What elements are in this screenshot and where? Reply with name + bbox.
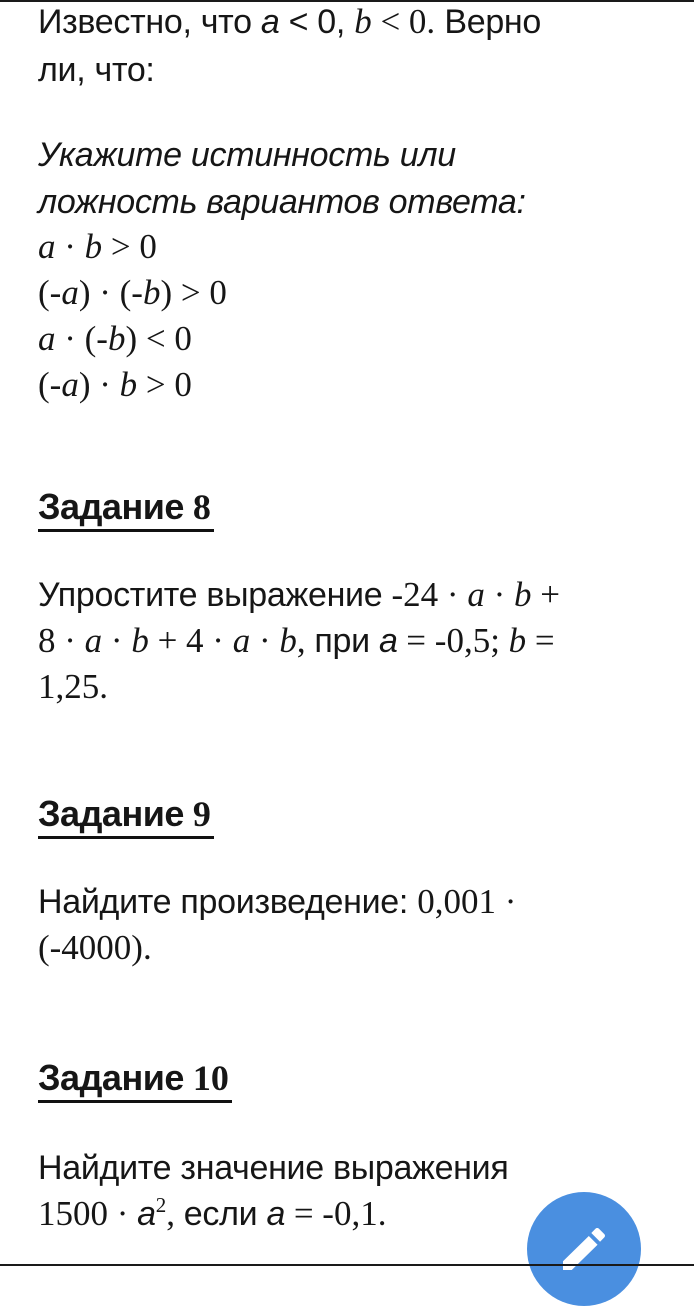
text-line: Укажите истинность или	[38, 136, 456, 174]
edit-fab-button[interactable]	[527, 1192, 641, 1306]
task-8-text	[38, 572, 660, 710]
intro-paragraph	[38, 0, 660, 94]
text-line: Найдите значение выражения	[38, 1149, 509, 1187]
task-heading-number: 10	[192, 1058, 229, 1098]
task-8-heading-text	[38, 487, 214, 532]
text-line: (-a) · (-b) > 0	[38, 273, 227, 312]
task-10-heading	[38, 1058, 660, 1103]
task-8-heading	[38, 487, 660, 532]
text-line: 8 · a · b + 4 · a · b, при a = -0,5; b =	[38, 621, 555, 660]
text-line: Упростите выражение -24 · a · b +	[38, 575, 560, 614]
answer-options-list	[38, 224, 660, 408]
pencil-icon	[556, 1221, 612, 1277]
task-heading-word: Задание	[38, 1057, 184, 1098]
task-9-text	[38, 879, 660, 971]
task-heading-number: 9	[192, 794, 211, 834]
text-line: (-4000).	[38, 928, 152, 967]
text-line: Известно, что a < 0, b < 0. Верно	[38, 2, 542, 41]
task-9-heading-text	[38, 794, 214, 839]
text-line: ли, что:	[38, 51, 155, 89]
text-line: $1500 \cdot a^2$, если a = -0,1.	[38, 1193, 387, 1233]
task-heading-word: Задание	[38, 486, 184, 527]
text-line: Найдите произведение: 0,001 ·	[38, 882, 517, 921]
text-line: 1,25.	[38, 667, 108, 706]
text-line: a · b > 0	[38, 227, 157, 266]
text-line: ложность вариантов ответа:	[38, 183, 526, 221]
task-heading-number: 8	[192, 487, 211, 527]
task-heading-word: Задание	[38, 793, 184, 834]
task-10-heading-text	[38, 1058, 232, 1103]
text-line: (-a) · b > 0	[38, 365, 192, 404]
instruction-paragraph	[38, 132, 660, 226]
text-line: a · (-b) < 0	[38, 319, 192, 358]
task-9-heading	[38, 794, 660, 839]
